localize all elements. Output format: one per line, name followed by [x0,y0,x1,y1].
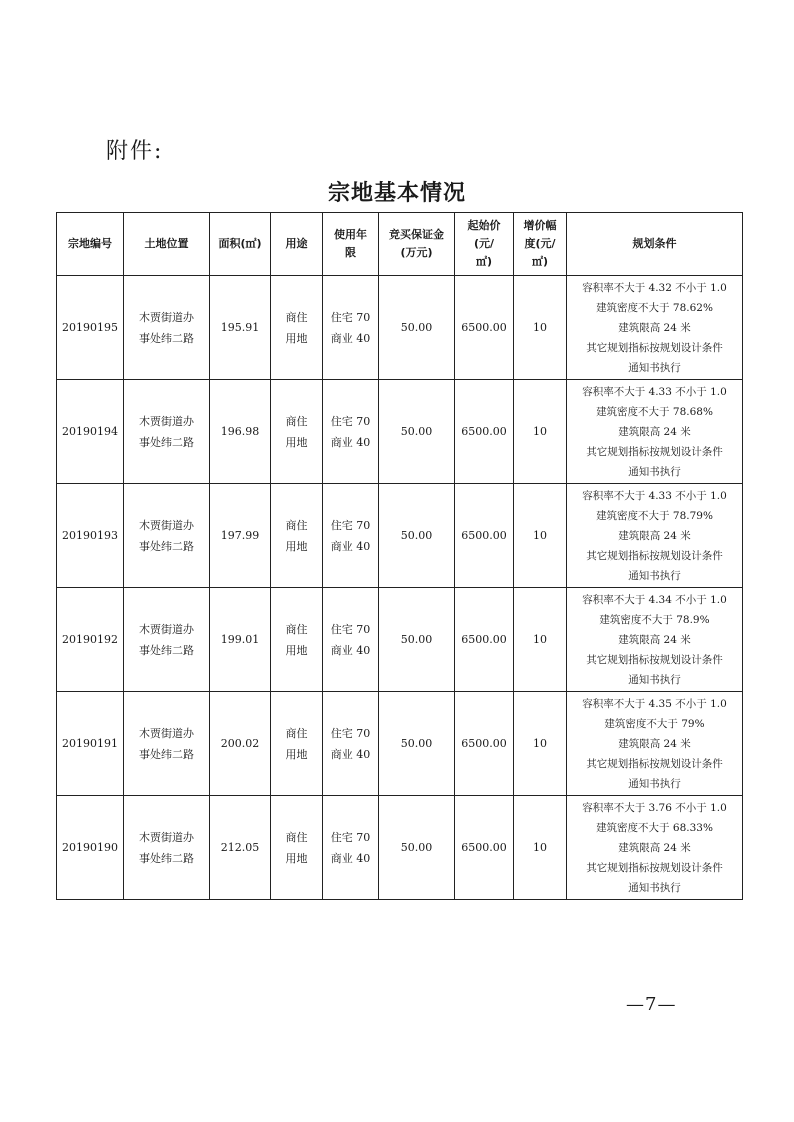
cell-term [323,276,379,380]
cell-condition-line: 建筑密度不大于 78.9% [599,613,710,626]
page-number: —7— [626,994,677,1015]
cell-condition-line: 建筑限高 24 米 [618,321,691,334]
cell-use-line: 用地 [285,331,308,345]
header-start-price-line: ㎡) [475,255,493,268]
cell-area: 199.01 [210,588,271,692]
table-row [57,692,743,796]
header-start-price [455,213,514,276]
cell-term [323,796,379,900]
cell-conditions [567,484,743,588]
cell-parcel-id: 20190191 [57,692,124,796]
cell-location-line: 事处纬二路 [139,539,194,553]
cell-parcel-id: 20190192 [57,588,124,692]
cell-use [271,276,323,380]
header-increment-line: 度(元/ [524,237,556,250]
cell-term-line: 商业 40 [330,851,371,865]
cell-location-line: 事处纬二路 [139,331,194,345]
cell-deposit: 50.00 [379,796,455,900]
table-row [57,588,743,692]
cell-term-line: 住宅 70 [330,414,371,428]
attachment-label: 附件: [106,139,164,164]
cell-location-line: 事处纬二路 [139,851,194,865]
cell-term-line: 商业 40 [330,435,371,449]
cell-condition-line: 建筑密度不大于 78.68% [596,405,713,418]
header-deposit [379,213,455,276]
cell-location [124,276,210,380]
cell-term-line: 商业 40 [330,331,371,345]
cell-location [124,588,210,692]
cell-conditions [567,692,743,796]
header-start-price-line: (元/ [473,237,495,250]
cell-start-price: 6500.00 [455,276,514,380]
cell-term-line: 商业 40 [330,643,371,657]
cell-condition-line: 建筑限高 24 米 [618,737,691,750]
header-parcel-id [57,213,124,276]
cell-condition-line: 通知书执行 [628,361,681,374]
header-use-line: 用途 [285,237,308,250]
cell-condition-line: 容积率不大于 4.32 不小于 1.0 [582,281,727,294]
cell-use-line: 用地 [285,851,308,865]
cell-conditions [567,796,743,900]
cell-deposit: 50.00 [379,588,455,692]
cell-location [124,796,210,900]
cell-location-line: 木贾街道办 [139,622,194,636]
cell-condition-line: 建筑限高 24 米 [618,425,691,438]
header-location [124,213,210,276]
cell-condition-line: 容积率不大于 4.33 不小于 1.0 [582,385,727,398]
cell-condition-line: 通知书执行 [628,777,681,790]
cell-increment: 10 [514,380,567,484]
header-term-line: 使用年 [334,228,367,241]
cell-condition-line: 其它规划指标按规划设计条件 [586,861,723,874]
header-conditions-line: 规划条件 [632,237,677,250]
cell-use [271,796,323,900]
cell-start-price: 6500.00 [455,484,514,588]
header-increment [514,213,567,276]
cell-condition-line: 通知书执行 [628,465,681,478]
cell-condition-line: 其它规划指标按规划设计条件 [586,341,723,354]
cell-term-line: 住宅 70 [330,622,371,636]
cell-parcel-id: 20190195 [57,276,124,380]
cell-location [124,484,210,588]
header-area [210,213,271,276]
cell-condition-line: 其它规划指标按规划设计条件 [586,653,723,666]
cell-term-line: 住宅 70 [330,310,371,324]
cell-condition-line: 容积率不大于 3.76 不小于 1.0 [582,801,727,814]
cell-condition-line: 建筑密度不大于 78.62% [596,301,713,314]
header-increment-line: 增价幅 [523,219,557,232]
cell-use-line: 用地 [285,539,308,553]
cell-condition-line: 容积率不大于 4.35 不小于 1.0 [582,697,727,710]
header-location-line: 土地位置 [144,237,189,250]
cell-location [124,380,210,484]
cell-parcel-id: 20190193 [57,484,124,588]
cell-condition-line: 建筑限高 24 米 [618,529,691,542]
cell-deposit: 50.00 [379,276,455,380]
header-parcel-id-line: 宗地编号 [68,237,112,250]
cell-start-price: 6500.00 [455,380,514,484]
cell-location-line: 事处纬二路 [139,643,194,657]
cell-deposit: 50.00 [379,380,455,484]
cell-area: 197.99 [210,484,271,588]
cell-increment: 10 [514,692,567,796]
cell-term-line: 商业 40 [330,539,371,553]
table-body [57,276,743,900]
cell-term [323,692,379,796]
cell-term [323,380,379,484]
cell-use-line: 用地 [285,435,308,449]
cell-increment: 10 [514,588,567,692]
header-term-line: 限 [345,246,356,259]
cell-location-line: 木贾街道办 [139,518,194,532]
cell-condition-line: 通知书执行 [628,881,681,894]
land-parcel-table [56,212,743,900]
cell-use [271,380,323,484]
cell-use-line: 商住 [285,310,308,324]
cell-increment: 10 [514,276,567,380]
table-row [57,484,743,588]
table-header-row [57,213,743,276]
cell-use-line: 商住 [285,830,308,844]
cell-term-line: 住宅 70 [330,830,371,844]
cell-start-price: 6500.00 [455,692,514,796]
cell-area: 200.02 [210,692,271,796]
cell-area: 195.91 [210,276,271,380]
cell-condition-line: 建筑密度不大于 68.33% [596,821,713,834]
cell-use-line: 商住 [285,622,308,636]
header-area-line: 面积(㎡) [218,237,262,250]
cell-use [271,484,323,588]
cell-increment: 10 [514,484,567,588]
header-term [323,213,379,276]
cell-term-line: 商业 40 [330,747,371,761]
document-title: 宗地基本情况 [327,180,466,206]
cell-use [271,588,323,692]
cell-condition-line: 通知书执行 [628,673,681,686]
cell-condition-line: 建筑限高 24 米 [618,841,691,854]
header-deposit-line: 竞买保证金 [389,228,444,241]
cell-term [323,588,379,692]
table-row [57,796,743,900]
cell-conditions [567,380,743,484]
cell-area: 212.05 [210,796,271,900]
cell-condition-line: 建筑密度不大于 78.79% [596,509,713,522]
cell-increment: 10 [514,796,567,900]
cell-use [271,692,323,796]
cell-location [124,692,210,796]
header-increment-line: ㎡) [531,255,549,268]
cell-term [323,484,379,588]
cell-location-line: 木贾街道办 [139,726,194,740]
cell-conditions [567,276,743,380]
cell-parcel-id: 20190190 [57,796,124,900]
header-conditions [567,213,743,276]
header-start-price-line: 起始价 [467,219,501,232]
cell-condition-line: 容积率不大于 4.34 不小于 1.0 [582,593,727,606]
cell-area: 196.98 [210,380,271,484]
cell-term-line: 住宅 70 [330,726,371,740]
table-row [57,276,743,380]
cell-condition-line: 其它规划指标按规划设计条件 [586,549,723,562]
cell-term-line: 住宅 70 [330,518,371,532]
cell-location-line: 事处纬二路 [139,435,194,449]
cell-condition-line: 容积率不大于 4.33 不小于 1.0 [582,489,727,502]
cell-start-price: 6500.00 [455,588,514,692]
cell-location-line: 事处纬二路 [139,747,194,761]
header-use [271,213,323,276]
cell-condition-line: 其它规划指标按规划设计条件 [586,445,723,458]
cell-deposit: 50.00 [379,484,455,588]
cell-condition-line: 通知书执行 [628,569,681,582]
cell-location-line: 木贾街道办 [139,310,194,324]
cell-location-line: 木贾街道办 [139,414,194,428]
table-row [57,380,743,484]
cell-use-line: 商住 [285,518,308,532]
cell-parcel-id: 20190194 [57,380,124,484]
cell-use-line: 用地 [285,643,308,657]
cell-use-line: 用地 [285,747,308,761]
cell-condition-line: 建筑限高 24 米 [618,633,691,646]
cell-deposit: 50.00 [379,692,455,796]
cell-condition-line: 其它规划指标按规划设计条件 [586,757,723,770]
cell-start-price: 6500.00 [455,796,514,900]
cell-location-line: 木贾街道办 [139,830,194,844]
header-deposit-line: (万元) [400,246,433,259]
cell-conditions [567,588,743,692]
cell-use-line: 商住 [285,726,308,740]
cell-use-line: 商住 [285,414,308,428]
cell-condition-line: 建筑密度不大于 79% [604,717,705,730]
